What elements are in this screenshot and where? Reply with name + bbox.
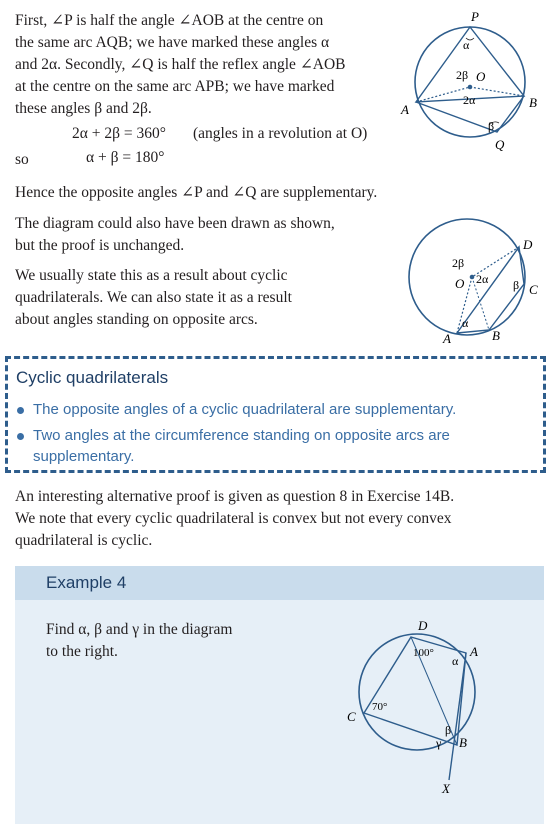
label-2alpha: 2α	[463, 93, 476, 107]
box-bullet-2	[33, 425, 450, 467]
label-alpha: α	[462, 316, 469, 330]
label-c: C	[529, 282, 538, 297]
bullet-dot	[17, 407, 24, 414]
box-title: Cyclic quadrilaterals	[16, 368, 169, 387]
alt-line: but the proof is unchanged.	[15, 237, 185, 254]
alt-paragraph	[15, 213, 395, 257]
bullet-line: The opposite angles of a cyclic quadrilateral are supplementary.	[33, 401, 457, 418]
question-line: Find α, β and γ in the diagram	[46, 621, 233, 638]
after-line: An interesting alternative proof is given as question 8 in Exercise 14B.	[15, 488, 455, 505]
diagram-circle-theorem-1	[395, 8, 550, 158]
label-beta: β	[445, 723, 452, 737]
usual-line: about angles standing on opposite arcs.	[15, 311, 258, 328]
equation-1-note: (angles in a revolution at O)	[193, 125, 368, 142]
proof-line: First, ∠P is half the angle ∠AOB at the centre on	[15, 12, 324, 29]
label-alpha: α	[463, 38, 470, 52]
label-alpha: α	[452, 654, 459, 668]
after-line: quadrilateral is cyclic.	[15, 532, 153, 549]
line-ax	[449, 653, 466, 780]
label-b: B	[459, 735, 467, 750]
centre-dot	[468, 85, 473, 90]
box-bullet-1	[33, 399, 456, 420]
example-question	[46, 619, 232, 663]
equation-1: 2α + 2β = 360°	[72, 125, 166, 142]
label-angle-c: 70°	[372, 701, 388, 713]
label-o: O	[455, 276, 465, 291]
alternative-proof-paragraph	[15, 486, 545, 552]
label-2alpha: 2α	[476, 272, 489, 286]
equation-2: α + β = 180°	[86, 149, 165, 166]
label-d: D	[418, 618, 428, 633]
alt-line: The diagram could also have been drawn as shown,	[15, 215, 335, 232]
bullet-line: supplementary.	[33, 448, 135, 465]
proof-line: at the centre on the same arc APB; we have marked	[15, 78, 335, 95]
conclusion-text: Hence the opposite angles ∠P and ∠Q are supplementary.	[15, 184, 378, 201]
label-gamma: γ	[436, 736, 442, 750]
proof-paragraph	[15, 10, 390, 120]
label-a: A	[443, 331, 451, 346]
proof-line: the same arc AQB; we have marked these angles α	[15, 34, 330, 51]
proof-line: these angles β and 2β.	[15, 100, 152, 117]
triangle-apb	[416, 27, 524, 102]
bullet-line: Two angles at the circumference standing on opposite arcs are	[33, 427, 450, 444]
circle	[415, 27, 525, 137]
usual-line: We usually state this as a result about cyclic	[15, 267, 288, 284]
cyclic-quadrilaterals-box	[5, 356, 546, 473]
usual-line: quadrilaterals. We can also state it as a result	[15, 289, 292, 306]
label-angle-d: 100°	[413, 647, 434, 659]
question-line: to the right.	[46, 643, 118, 660]
label-2beta: 2β	[456, 68, 469, 82]
label-a: A	[470, 644, 478, 659]
label-b: B	[529, 95, 537, 110]
label-beta: β	[513, 278, 520, 292]
bullet-dot	[17, 433, 24, 440]
so-label: so	[15, 151, 29, 168]
diagram-circle-theorem-2	[398, 208, 550, 348]
diagram-example-4	[340, 612, 500, 797]
label-q: Q	[495, 137, 505, 152]
proof-line: and 2α. Secondly, ∠Q is half the reflex angle ∠AOB	[15, 56, 346, 73]
label-c: C	[347, 709, 356, 724]
label-beta: β	[488, 119, 495, 133]
label-p: P	[471, 9, 479, 24]
label-a: A	[401, 102, 409, 117]
label-b: B	[492, 328, 500, 343]
after-line: We note that every cyclic quadrilateral is convex but not every convex	[15, 510, 452, 527]
usual-paragraph	[15, 265, 395, 331]
label-2beta: 2β	[452, 256, 465, 270]
label-d: D	[523, 237, 533, 252]
centre-dot	[470, 275, 475, 280]
label-o: O	[476, 69, 486, 84]
label-x: X	[442, 781, 450, 796]
example-title: Example 4	[46, 573, 127, 592]
